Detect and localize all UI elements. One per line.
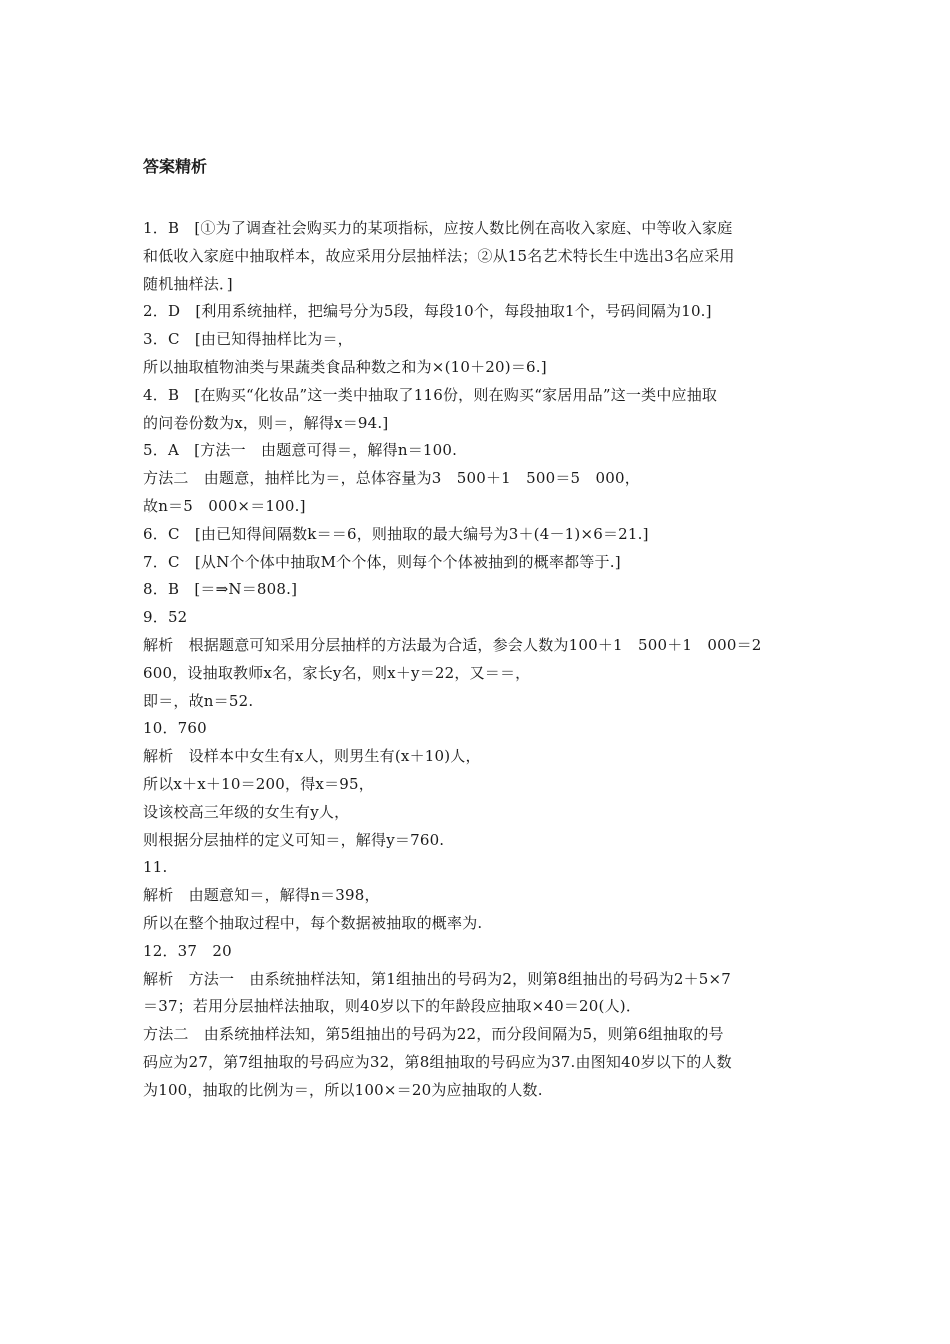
text-line: 方法二 由题意，抽样比为＝，总体容量为3 500＋1 500＝5 000， — [143, 469, 640, 488]
text-line: 方法二 由系统抽样法知，第5组抽出的号码为22，而分段间隔为5，则第6组抽取的号 — [143, 1025, 724, 1044]
text-line: 解析 方法一 由系统抽样法知，第1组抽出的号码为2，则第8组抽出的号码为2＋5×7 — [143, 969, 732, 988]
text-line: 5．A [方法一 由题意可得＝，解得n＝100. — [143, 441, 458, 460]
text-line: 解析 设样本中女生有x人，则男生有(x＋10)人， — [143, 747, 481, 766]
text-line: 6．C [由已知得间隔数k＝＝6，则抽取的最大编号为3＋(4－1)×6＝21.] — [143, 524, 649, 543]
text-line: 则根据分层抽样的定义可知＝，解得y＝760. — [143, 830, 445, 849]
text-line: 10．760 — [143, 719, 207, 738]
text-line: 故n＝5 000×＝100.] — [143, 496, 306, 515]
text-line: 解析 根据题意可知采用分层抽样的方法最为合适，参会人数为100＋1 500＋1 000＝2 — [143, 635, 762, 654]
text-line: ＝37；若用分层抽样法抽取，则40岁以下的年龄段应抽取×40＝20(人)． — [143, 997, 642, 1016]
text-line: 为100，抽取的比例为＝，所以100×＝20为应抽取的人数. — [143, 1080, 543, 1099]
text-line: 所以x＋x＋10＝200，得x＝95， — [143, 774, 374, 793]
text-line: 和低收入家庭中抽取样本，故应采用分层抽样法；②从15名艺术特长生中选出3名应采用 — [143, 246, 735, 265]
text-line: 11. — [143, 858, 168, 877]
answer-section — [143, 156, 813, 1105]
text-line: 所以在整个抽取过程中，每个数据被抽取的概率为. — [143, 913, 483, 932]
text-line: 3．C [由已知得抽样比为＝， — [143, 330, 353, 349]
text-line: 的问卷份数为x，则＝，解得x＝94.] — [143, 413, 389, 432]
text-line: 2．D [利用系统抽样，把编号分为5段，每段10个，每段抽取1个，号码间隔为10.] — [143, 302, 712, 321]
text-line: 8．B [＝⇒N＝808.] — [143, 580, 298, 599]
text-line: 设该校高三年级的女生有y人， — [143, 802, 350, 821]
text-line: 9．52 — [143, 608, 188, 627]
section-title: 答案精析 — [143, 157, 208, 176]
text-line: 码应为27，第7组抽取的号码应为32，第8组抽取的号码应为37.由图知40岁以下的人数 — [143, 1052, 732, 1071]
text-line: 600，设抽取教师x名，家长y名，则x＋y＝22，又＝＝， — [143, 663, 531, 682]
text-line: 1．B [①为了调查社会购买力的某项指标，应按人数比例在高收入家庭、中等收入家庭 — [143, 219, 733, 237]
text-line: 即＝，故n＝52. — [143, 691, 254, 710]
text-line: 12．37 20 — [143, 941, 232, 960]
text-line: 4．B [在购买“化妆品”这一类中抽取了116份，则在购买“家居用品”这一类中应抽取 — [143, 385, 718, 404]
text-line: 随机抽样法．] — [143, 274, 233, 293]
answer-lines — [143, 215, 813, 1105]
text-line: 7．C [从N个个体中抽取M个个体，则每个个体被抽到的概率都等于.] — [143, 552, 621, 571]
text-line: 解析 由题意知＝，解得n＝398， — [143, 886, 380, 905]
text-line: 所以抽取植物油类与果蔬类食品种数之和为×(10＋20)＝6.] — [143, 357, 547, 376]
